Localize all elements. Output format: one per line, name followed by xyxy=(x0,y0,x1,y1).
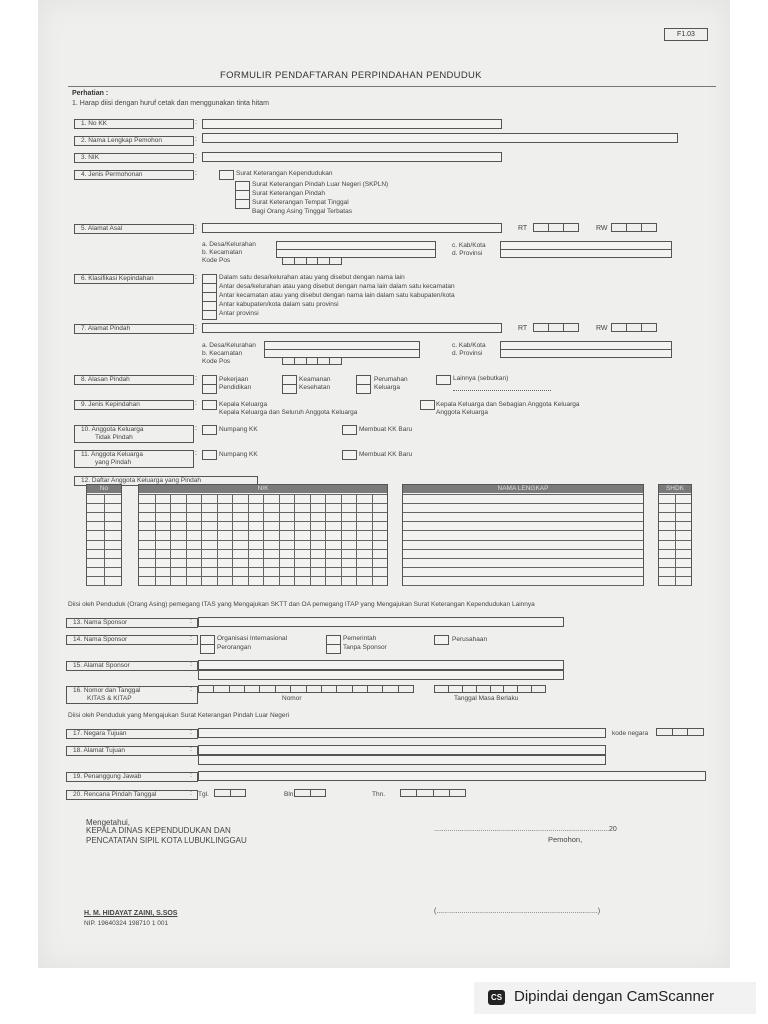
table-shdk-column[interactable] xyxy=(658,484,692,586)
entry-cell[interactable] xyxy=(337,685,352,693)
sponsor-org: Organisasi Internasional xyxy=(217,635,288,642)
thn-cells[interactable] xyxy=(400,789,466,797)
kepindahan-kk: Kepala Keluarga xyxy=(219,401,268,408)
label-kabkota-pindah: c. Kab/Kota xyxy=(452,342,486,349)
camscanner-text: Dipindai dengan CamScanner xyxy=(514,988,715,1005)
label-desa-asal: a. Desa/Kelurahan xyxy=(202,241,256,248)
klasifikasi-3: Antar kecamatan atau yang disebut dengan nama lain dalam satu kabupaten/kota xyxy=(219,292,455,299)
table-col-line xyxy=(155,494,156,585)
form-code: F1.03 xyxy=(664,28,708,41)
pemohon-label: Pemohon, xyxy=(548,835,583,844)
table-col-line xyxy=(217,494,218,585)
table-row-line xyxy=(403,521,643,522)
alamat-sponsor-field-1[interactable] xyxy=(198,660,564,670)
table-no-column[interactable] xyxy=(86,484,122,586)
pemohon-sign-line: (...................................................................................) xyxy=(434,908,601,915)
alamat-sponsor-field-2[interactable] xyxy=(198,670,564,680)
rw-cells-pindah[interactable] xyxy=(611,323,657,332)
camscanner-icon: CS xyxy=(488,990,505,1005)
table-col-line xyxy=(263,494,264,585)
table-row-line xyxy=(403,530,643,531)
table-row-line xyxy=(403,503,643,504)
checkbox-kk-baru-2[interactable] xyxy=(342,450,357,460)
table-col-line xyxy=(372,494,373,585)
entry-cell[interactable] xyxy=(518,685,532,693)
checkbox-kk-sebagian[interactable] xyxy=(420,400,435,410)
table-col-line xyxy=(170,494,171,585)
entry-cell[interactable] xyxy=(477,685,491,693)
table-row-line xyxy=(403,567,643,568)
numpang-kk-2: Numpang KK xyxy=(219,451,258,458)
attention-note: 1. Harap diisi dengan huruf cetak dan menggunakan tinta hitam xyxy=(72,100,269,107)
table-row-line xyxy=(403,540,643,541)
checkbox-klasifikasi-5[interactable] xyxy=(202,310,217,320)
label-alamat-tujuan: 18. Alamat Tujuan xyxy=(66,746,198,756)
option-sktt-note: Bagi Orang Asing Tinggal Terbatas xyxy=(252,208,352,215)
entry-cell[interactable] xyxy=(322,685,337,693)
label-no-kk: 1. No KK xyxy=(74,119,194,129)
official-name: H. M. HIDAYAT ZAINI, S.SOS xyxy=(84,910,178,917)
entry-cell[interactable] xyxy=(434,685,449,693)
nomor-kitas-cells[interactable] xyxy=(198,685,414,693)
klasifikasi-5: Antar provinsi xyxy=(219,310,259,317)
rt-label-asal: RT xyxy=(518,225,528,232)
alamat-asal-field[interactable] xyxy=(202,223,502,233)
rw-cells-asal[interactable] xyxy=(611,223,657,232)
label-daftar-anggota: 12. Daftar Anggota Keluarga yang Pindah xyxy=(74,476,258,486)
checkbox-sktt[interactable] xyxy=(235,199,250,209)
entry-cell[interactable] xyxy=(291,685,306,693)
entry-cell[interactable] xyxy=(491,685,505,693)
provinsi-pindah-field[interactable] xyxy=(500,349,672,358)
entry-cell[interactable] xyxy=(245,685,260,693)
kepindahan-kk-sebagian: Kepala Keluarga dan Sebagian Anggota Keluarga xyxy=(436,401,580,408)
label-rencana-pindah: 20. Rencana Pindah Tanggal xyxy=(66,790,198,800)
mengetahui: Mengetahui, xyxy=(86,818,131,827)
alasan-pendidikan: Pendidikan xyxy=(219,384,252,391)
checkbox-perorangan[interactable] xyxy=(200,644,215,654)
alasan-lainnya: Lainnya (sebutkan) xyxy=(453,375,509,382)
table-col-line xyxy=(341,494,342,585)
label-nik: 3. NIK xyxy=(74,153,194,163)
sponsor-pemerintah: Pemerintah xyxy=(343,635,377,642)
attention-label: Perhatian : xyxy=(72,90,109,97)
kepala-line-2: PENCATATAN SIPIL KOTA LUBUKLINGGAU xyxy=(86,836,247,845)
table-row-line xyxy=(87,585,121,586)
table-col-line xyxy=(356,494,357,585)
tanggal-masa-label: Tanggal Masa Berlaku xyxy=(454,695,519,702)
label-penanggung-jawab: 19. Penanggung Jawab xyxy=(66,772,198,782)
camscanner-badge xyxy=(474,982,756,1014)
kode-negara-label: kode negara xyxy=(612,730,649,737)
table-row-line xyxy=(403,494,643,495)
table-nama-column[interactable] xyxy=(402,484,644,586)
option-sktt: Surat Keterangan Tempat Tinggal xyxy=(252,199,349,206)
rt-cells-asal[interactable] xyxy=(533,223,579,232)
label-nama-sponsor-14: 14. Nama Sponsor xyxy=(66,635,198,645)
form-title: FORMULIR PENDAFTARAN PERPINDAHAN PENDUDUK xyxy=(220,70,482,81)
table-col-line xyxy=(186,494,187,585)
entry-cell[interactable] xyxy=(214,685,229,693)
alasan-keamanan: Keamanan xyxy=(299,376,331,383)
nama-pemohon-field[interactable] xyxy=(202,133,678,143)
checkbox-kk[interactable] xyxy=(202,400,217,410)
label-alamat-sponsor: 15. Alamat Sponsor xyxy=(66,661,198,671)
table-nik-column[interactable] xyxy=(138,484,388,586)
table-row-line xyxy=(403,549,643,550)
entry-cell[interactable] xyxy=(353,685,368,693)
table-col-line xyxy=(294,494,295,585)
rt-label-pindah: RT xyxy=(518,325,528,332)
entry-cell[interactable] xyxy=(449,685,463,693)
header-no: No xyxy=(87,485,121,493)
entry-cell[interactable] xyxy=(198,685,214,693)
orang-asing-note: Diisi oleh Penduduk (Orang Asing) pemegang ITAS yang Mengajukan SKTT dan OA pemegang ITAP yang Mengajukan Surat Keterangan Kependudukan Lainnya xyxy=(68,601,535,608)
kepindahan-anggota: Anggota Keluarga xyxy=(436,409,489,416)
alasan-keluarga: Keluarga xyxy=(374,384,401,391)
entry-cell[interactable] xyxy=(276,685,291,693)
kk-baru-1: Membuat KK Baru xyxy=(359,426,413,433)
entry-cell[interactable] xyxy=(230,685,245,693)
table-col-line xyxy=(248,494,249,585)
luar-negeri-note: Diisi oleh Penduduk yang Mengajukan Surat Keterangan Pindah Luar Negeri xyxy=(68,712,290,719)
label-provinsi-pindah: d. Provinsi xyxy=(452,350,483,357)
table-col-line xyxy=(232,494,233,585)
table-row-line xyxy=(139,585,387,586)
alasan-perumahan: Perumahan xyxy=(374,376,408,383)
checkbox-numpang-kk-2[interactable] xyxy=(202,450,217,460)
entry-cell[interactable] xyxy=(463,685,477,693)
checkbox-skk[interactable] xyxy=(219,170,234,180)
label-nama-sponsor-13: 13. Nama Sponsor xyxy=(66,618,198,628)
label-jenis-permohonan: 4. Jenis Permohonan xyxy=(74,170,194,180)
checkbox-numpang-kk-1[interactable] xyxy=(202,425,217,435)
entry-cell[interactable] xyxy=(368,685,383,693)
date-line: ..........................................................................................20 xyxy=(434,826,617,833)
label-alamat-asal: 5. Alamat Asal xyxy=(74,224,194,234)
alasan-kesehatan: Kesehatan xyxy=(299,384,331,391)
kepala-line-1: KEPALA DINAS KEPENDUDUKAN DAN xyxy=(86,826,231,835)
checkbox-tanpa-sponsor[interactable] xyxy=(326,644,341,654)
option-skp: Surat Keterangan Pindah xyxy=(252,190,325,197)
label-anggota-tidak-pindah: 10. Anggota Keluarga Tidak Pindah xyxy=(74,425,194,443)
numpang-kk-1: Numpang KK xyxy=(219,426,258,433)
klasifikasi-1: Dalam satu desa/kelurahan atau yang disebut dengan nama lain xyxy=(219,274,405,281)
entry-cell[interactable] xyxy=(383,685,398,693)
checkbox-pendidikan[interactable] xyxy=(202,384,217,394)
option-skk: Surat Keterangan Kependudukan xyxy=(236,170,333,177)
tgl-cells[interactable] xyxy=(214,789,246,797)
label-anggota-pindah: 11. Anggota Keluarga yang Pindah xyxy=(74,450,194,468)
label-kecamatan-asal: b. Kecamatan xyxy=(202,249,243,256)
header-nama: NAMA LENGKAP xyxy=(403,485,643,493)
table-col-line xyxy=(675,494,676,585)
kodepos-asal-cells[interactable] xyxy=(282,257,342,265)
header-nik: NIK xyxy=(139,485,387,493)
kode-negara-cells[interactable] xyxy=(656,728,704,736)
kepindahan-kk-seluruh: Kepala Keluarga dan Seluruh Anggota Keluarga xyxy=(219,409,358,416)
entry-cell[interactable] xyxy=(260,685,275,693)
provinsi-asal-field[interactable] xyxy=(500,249,672,258)
table-row-line xyxy=(403,585,643,586)
label-negara-tujuan: 17. Negara Tujuan xyxy=(66,729,198,739)
checkbox-kk-baru-1[interactable] xyxy=(342,425,357,435)
label-desa-pindah: a. Desa/Kelurahan xyxy=(202,342,256,349)
official-nip: NIP. 19640324 198710 1 001 xyxy=(84,920,169,927)
sponsor-perusahaan: Perusahaan xyxy=(452,636,488,643)
nomor-label: Nomor xyxy=(282,695,302,702)
label-nomor-kitas: 16. Nomor dan Tanggal KITAS & KITAP xyxy=(66,686,198,704)
tgl-label: Tgl. xyxy=(198,791,209,798)
checkbox-keluarga[interactable] xyxy=(356,384,371,394)
label-alamat-pindah: 7. Alamat Pindah xyxy=(74,324,194,334)
checkbox-perusahaan[interactable] xyxy=(434,635,449,645)
table-col-line xyxy=(325,494,326,585)
penanggung-jawab-field[interactable] xyxy=(198,771,706,781)
checkbox-lainnya[interactable] xyxy=(436,375,451,385)
no-kk-field[interactable] xyxy=(202,119,502,129)
rt-cells-pindah[interactable] xyxy=(533,323,579,332)
kodepos-pindah-cells[interactable] xyxy=(282,357,342,365)
entry-cell[interactable] xyxy=(504,685,518,693)
thn-label: Thn. xyxy=(372,791,386,798)
header-shdk: SHDK xyxy=(659,485,691,493)
option-skpln: Surat Keterangan Pindah Luar Negeri (SKPLN) xyxy=(252,181,389,188)
negara-tujuan-field[interactable] xyxy=(198,728,606,738)
bln-label: Bln. xyxy=(284,791,296,798)
table-col-line xyxy=(104,494,105,585)
table-row-line xyxy=(659,585,691,586)
alamat-tujuan-field-2[interactable] xyxy=(198,755,606,765)
table-col-line xyxy=(310,494,311,585)
bln-cells[interactable] xyxy=(294,789,326,797)
kk-baru-2: Membuat KK Baru xyxy=(359,451,413,458)
entry-cell[interactable] xyxy=(532,685,546,693)
klasifikasi-2: Antar desa/kelurahan atau yang disebut dengan nama lain dalam satu kecamatan xyxy=(219,283,455,290)
alamat-pindah-field[interactable] xyxy=(202,323,502,333)
label-nama-pemohon: 2. Nama Lengkap Pemohon xyxy=(74,136,194,146)
tanggal-masa-cells[interactable] xyxy=(434,685,546,693)
entry-cell[interactable] xyxy=(307,685,322,693)
alamat-tujuan-field-1[interactable] xyxy=(198,745,606,755)
sponsor-tanpa: Tanpa Sponsor xyxy=(343,644,387,651)
alasan-pekerjaan: Pekerjaan xyxy=(219,376,249,383)
rw-label-asal: RW xyxy=(596,225,608,232)
rw-label-pindah: RW xyxy=(596,325,608,332)
label-jenis-kepindahan: 9. Jenis Kepindahan xyxy=(74,400,194,410)
label-kabkota-asal: c. Kab/Kota xyxy=(452,242,486,249)
label-kodepos-asal: Kode Pos xyxy=(202,257,231,264)
scanned-form-page: F1.03 FORMULIR PENDAFTARAN PERPINDAHAN PENDUDUK Perhatian : 1. Harap diisi dengan huruf cetak dan menggunakan tinta hitam 1. No KK : 2. Nama Lengkap Pemohon : 3. NIK : 4. Jenis Permohonan : Surat Keterangan Kependudukan Surat Keterangan Pindah Luar Negeri (SKPLN) Surat Keterangan Pindah Surat Keterangan Tempat Tinggal Bagi Orang Asing Tinggal Terbatas 5. Alamat Asal : RT RW a. Desa/Kelurahan b. Kecamatan Kode Pos c. Kab/Kota d. Provinsi 6. Klasifikasi Kepindahan : Dalam satu desa/kelurahan atau yang disebut dengan nama lain Antar desa/kelurahan atau yang disebut dengan nama lain dalam satu kecamatan Antar kecamatan atau yang disebut dengan nama lain dalam satu kabupaten/kota Antar kabupaten/kota dalam satu provinsi Antar provinsi 7. Alamat Pindah : RT RW a. Desa/Kelurahan b. Kecamatan Kode Pos c. Kab/Kota d. Provinsi 8. Alasan Pindah : Pekerjaan Pendidikan Keamanan Kesehatan Perumahan Keluarga Lainnya (sebutkan) 9. Jenis Kepindahan : Kepala Keluarga Kepala Keluarga dan Seluruh Anggota Keluarga Kepala Keluarga dan Sebagian Anggota Keluarga Anggota Keluarga 10. Anggota Keluarga Tidak Pindah : Numpang KK Membuat KK Baru 11. Anggota Keluarga yang Pindah : Numpang KK Membuat KK Baru 12. Daftar Anggota Keluarga yang Pindah No NIK NAMA LENGKAP SHDK Diisi oleh Penduduk (Orang Asing) pemegang ITAS yang Mengajukan SKTT dan OA pemegang ITAP yang Mengajukan Surat Keterangan Kependudukan Lainnya 13. Nama Sponsor : 14. Nama Sponsor : Organisasi Internasional Perorangan Pemerintah Tanpa Sponsor Perusahaan 15. Alamat Sponsor : 16. Nomor dan Tanggal KITAS & KITAP : Nomor Tanggal Masa Berlaku Diisi oleh Penduduk yang Mengajukan Surat Keterangan Pindah Luar Negeri 17. Negara Tujuan : kode negara 18. Alamat Tujuan : 19. Penanggung Jawab : 20. Rencana Pindah Tanggal : Tgl. Bln. Thn. Mengetahui, KEPALA DINAS KEPENDUDUKAN DAN PENCATATAN SIPIL KOTA LUBUKLINGGAU ..........................................................................................20 Pemohon, H. M. HIDAYAT ZAINI, S.SOS NIP. 19640324 198710 1 001 (...................................................................................) xyxy=(38,0,730,968)
label-klasifikasi: 6. Klasifikasi Kepindahan xyxy=(74,274,194,284)
lainnya-line[interactable] xyxy=(453,390,551,391)
table-row-line xyxy=(403,576,643,577)
klasifikasi-4: Antar kabupaten/kota dalam satu provinsi xyxy=(219,301,339,308)
nama-sponsor-field[interactable] xyxy=(198,617,564,627)
label-kodepos-pindah: Kode Pos xyxy=(202,358,231,365)
label-kecamatan-pindah: b. Kecamatan xyxy=(202,350,243,357)
sponsor-perorangan: Perorangan xyxy=(217,644,251,651)
label-alasan-pindah: 8. Alasan Pindah xyxy=(74,375,194,385)
label-provinsi-asal: d. Provinsi xyxy=(452,250,483,257)
table-row-line xyxy=(403,558,643,559)
table-col-line xyxy=(279,494,280,585)
title-rule xyxy=(68,86,716,87)
nik-field[interactable] xyxy=(202,152,502,162)
entry-cell[interactable] xyxy=(399,685,414,693)
table-row-line xyxy=(403,512,643,513)
checkbox-kesehatan[interactable] xyxy=(282,384,297,394)
table-col-line xyxy=(201,494,202,585)
